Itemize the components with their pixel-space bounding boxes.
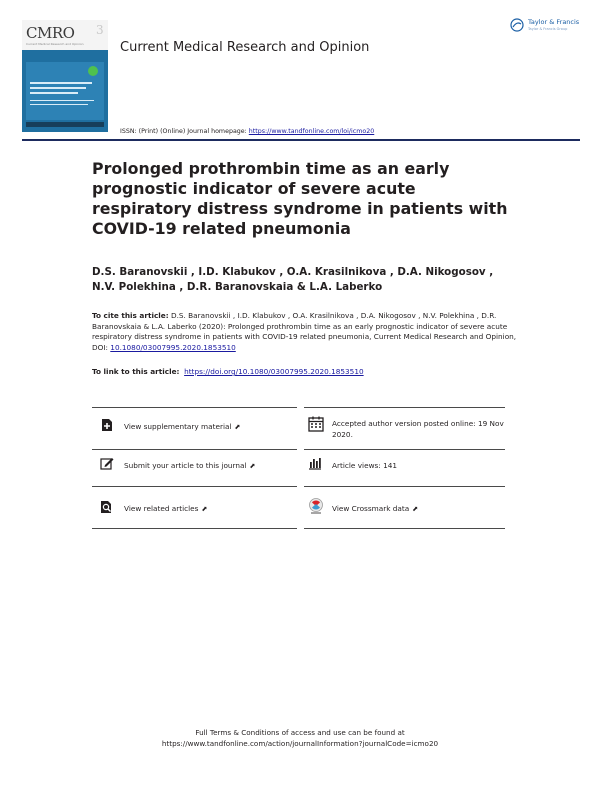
- link-label: To link to this article:: [92, 367, 180, 376]
- submit-article-link[interactable]: [124, 461, 255, 472]
- publisher-logo-icon: [510, 18, 524, 32]
- cover-text-line: [30, 104, 88, 105]
- related-articles-icon: [100, 500, 114, 514]
- divider: [92, 486, 297, 487]
- external-link-icon: ⬈: [201, 505, 208, 513]
- citation-text: D.S. Baranovskii , I.D. Klabukov , O.A. Krasilnikova , D.A. Nikogosov , N.V. Polekhina , D.R. Baranovskaia & L.A. Laberko (2020): Prolonged prothrombin time as an early prognostic indicator of severe acute respiratory distress syndrome in patients with COVID-19 related pneumonia, Current Medical Research and Opinion, DOI:: [92, 311, 517, 352]
- external-link-icon: ⬈: [249, 462, 256, 470]
- calendar-icon: [308, 416, 324, 432]
- footer: [0, 727, 600, 749]
- divider: [92, 407, 297, 408]
- issn-prefix: ISSN: (Print) (Online) Journal homepage:: [120, 128, 249, 135]
- external-link-icon: ⬈: [234, 423, 241, 431]
- divider: [304, 528, 505, 529]
- publisher-name: Taylor & Francis: [528, 18, 580, 26]
- related-label: View related articles: [124, 504, 199, 513]
- cover-text-line: [30, 87, 86, 89]
- external-link-icon: ⬈: [412, 505, 419, 513]
- accepted-version-info: Accepted author version posted online: 19 Nov 2020.: [332, 419, 504, 439]
- article-link-line: [92, 367, 522, 376]
- journal-homepage-link[interactable]: https://www.tandfonline.com/loi/icmo20: [248, 128, 375, 135]
- supplementary-label: View supplementary material: [124, 422, 232, 431]
- article-views: Article views: 141: [332, 461, 398, 470]
- journal-cover: [22, 20, 108, 132]
- cover-green-dot: [88, 66, 98, 76]
- divider: [92, 449, 297, 450]
- view-related-articles-link[interactable]: [124, 504, 207, 515]
- article-authors: D.S. Baranovskii , I.D. Klabukov , O.A. Krasilnikova , D.A. Nikogosov , N.V. Polekhina , D.R. Baranovskaia & L.A. Laberko: [92, 266, 494, 293]
- publisher-logo: [510, 16, 580, 36]
- issn-line: [120, 128, 374, 135]
- cover-text-line: [30, 82, 92, 84]
- divider: [304, 449, 505, 450]
- cover-volume-mark: 3: [96, 23, 104, 37]
- citation: [92, 311, 522, 353]
- article-title: Prolonged prothrombin time as an early prognostic indicator of severe acute respiratory distress syndrome in patients with COVID-19 related pneumonia: [92, 159, 508, 238]
- citation-doi-link[interactable]: 10.1080/03007995.2020.1853510: [110, 342, 236, 352]
- divider: [92, 528, 297, 529]
- publisher-tagline: Taylor & Francis Group: [528, 27, 568, 31]
- submit-article-icon: [100, 456, 114, 470]
- footer-journal-info-link[interactable]: https://www.tandfonline.com/action/journalInformation?journalCode=icmo20: [161, 739, 439, 748]
- divider: [304, 407, 505, 408]
- view-crossmark-link[interactable]: [332, 504, 418, 515]
- cover-logo: CMRO: [26, 24, 75, 42]
- supplementary-material-icon: [100, 418, 114, 432]
- footer-terms: Full Terms & Conditions of access and use can be found at: [195, 728, 405, 737]
- crossmark-icon: [308, 498, 324, 515]
- submit-label: Submit your article to this journal: [124, 461, 247, 470]
- cover-text-line: [30, 100, 94, 101]
- crossmark-label: View Crossmark data: [332, 504, 410, 513]
- journal-title: Current Medical Research and Opinion: [120, 40, 370, 55]
- cover-band: [26, 122, 104, 127]
- cover-subtitle: Current Medical Research and Opinion: [26, 42, 84, 46]
- cover-text-line: [30, 92, 78, 94]
- view-supplementary-link[interactable]: [124, 422, 240, 433]
- header-rule: [22, 139, 580, 141]
- citation-label: To cite this article:: [92, 311, 169, 320]
- article-doi-link[interactable]: https://doi.org/10.1080/03007995.2020.1853510: [184, 367, 364, 376]
- bar-chart-icon: [308, 456, 322, 470]
- divider: [304, 486, 505, 487]
